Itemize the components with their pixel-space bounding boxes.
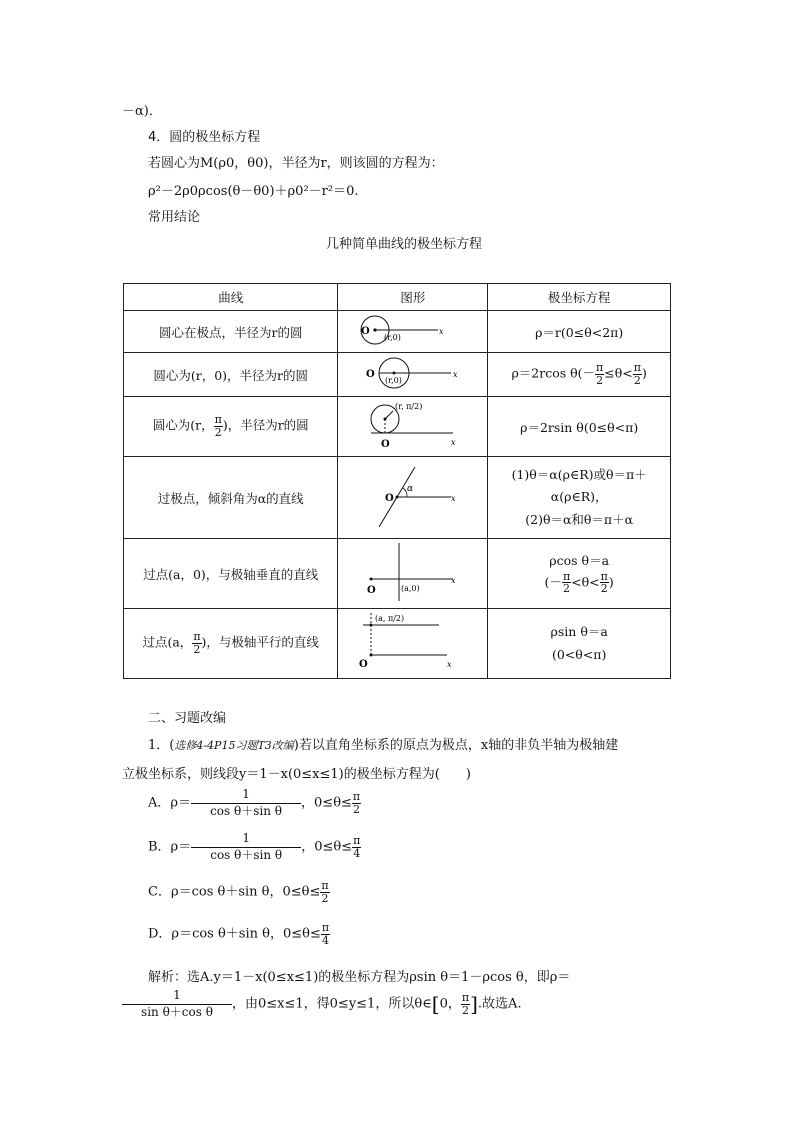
circle-above-axis-figure: [353, 397, 473, 453]
header-curve: 曲线: [124, 284, 338, 311]
option-c[interactable]: C．ρ＝cos θ＋sin θ，0≤θ≤ $\frac{\pi}{2}$: [148, 879, 329, 905]
svg-text:x: x: [450, 438, 456, 447]
svg-text:x: x: [446, 660, 452, 669]
curve-cell: 过极点，倾斜角为α的直线: [124, 457, 338, 539]
option-a[interactable]: A．ρ＝ $\frac{1}{\text{cos θ＋sin θ}}$ ，0≤θ≤ $\frac{\pi}{2}$: [148, 787, 361, 818]
table-row: [124, 609, 671, 679]
line-through-pole-figure: [353, 457, 473, 535]
svg-text:(a,0): (a,0): [400, 584, 420, 593]
analysis-line-2: $\frac{1}{\text{sin θ＋cos θ}}$ ，由0≤x≤1，得0≤y≤1，所以θ∈[0， $\frac{\pi}{2}$ ].故选A.: [122, 988, 522, 1020]
svg-text:O: O: [365, 369, 375, 380]
curves-table: [123, 283, 671, 679]
svg-text:(a, π/2): (a, π/2): [374, 614, 405, 623]
svg-text:O: O: [366, 585, 376, 596]
option-b[interactable]: B．ρ＝ $\frac{1}{\text{cos θ＋sin θ}}$ ，0≤θ≤ $\frac{\pi}{4}$: [148, 831, 361, 862]
svg-text:α: α: [406, 484, 413, 494]
curve-cell: 圆心为(r， $\frac{\pi}{2}$ )，半径为r的圆: [124, 397, 338, 457]
figure-cell: [338, 457, 488, 539]
continued-line: －α)．: [122, 104, 162, 119]
equation-cell: ρ＝r(0≤θ<2π): [488, 311, 671, 353]
svg-text:(r,0): (r,0): [384, 376, 402, 385]
figure-cell: [338, 397, 488, 457]
table-row: [124, 311, 671, 353]
common-conclusion: 常用结论: [148, 210, 201, 225]
circle-equation: ρ²－2ρ0ρcos(θ－θ0)＋ρ0²－r²＝0.: [148, 184, 359, 199]
vertical-line-figure: [353, 539, 473, 605]
svg-text:(r,0): (r,0): [383, 333, 401, 342]
svg-text:O: O: [360, 326, 370, 337]
equation-cell: ρ＝2rsin θ(0≤θ<π): [488, 397, 671, 457]
table-row: [124, 353, 671, 397]
svg-text:x: x: [452, 370, 458, 379]
equation-cell: (1)θ＝α(ρ∈R)或θ＝π＋ α(ρ∈R)， (2)θ＝α和θ＝π＋α: [488, 457, 671, 539]
equation-cell: ρsin θ＝a (0<θ<π): [488, 609, 671, 679]
svg-text:x: x: [450, 576, 456, 585]
header-figure: 图形: [338, 284, 488, 311]
option-d[interactable]: D．ρ＝cos θ＋sin θ，0≤θ≤ $\frac{\pi}{4}$: [148, 921, 330, 947]
question-line-2: 立极坐标系，则线段y＝1－x(0≤x≤1)的极坐标方程为( ): [122, 767, 471, 782]
equation-cell: ρ＝2rcos θ(－ $\frac{\pi}{2}$ ≤θ< $\frac{\pi}{2}$ ): [488, 353, 671, 397]
svg-text:x: x: [438, 327, 444, 336]
section-4-heading: 4．圆的极坐标方程: [148, 130, 261, 145]
svg-text:(r, π/2): (r, π/2): [394, 402, 423, 411]
curve-cell: 圆心为(r，0)，半径为r的圆: [124, 353, 338, 397]
table-row: [124, 397, 671, 457]
analysis-line-1: 解析：选A.y＝1－x(0≤x≤1)的极坐标方程为ρsin θ＝1－ρcos θ，即ρ＝: [148, 970, 571, 985]
svg-text:x: x: [450, 494, 456, 503]
equation-cell: ρcos θ＝a (－ $\frac{\pi}{2}$ <θ< $\frac{\pi}{2}$ ): [488, 539, 671, 609]
circle-on-axis-figure: [353, 354, 473, 392]
svg-text:O: O: [380, 439, 390, 450]
table-row: [124, 457, 671, 539]
figure-cell: [338, 353, 488, 397]
figure-cell: [338, 539, 488, 609]
horizontal-line-figure: [353, 609, 473, 675]
curve-cell: 圆心在极点，半径为r的圆: [124, 311, 338, 353]
question-line-1: 1．(选修4-4P15习题T3改编)若以直角坐标系的原点为极点，x轴的非负半轴为极轴建: [148, 738, 619, 753]
circle-at-pole-figure: [353, 312, 473, 348]
header-equation: 极坐标方程: [488, 284, 671, 311]
curve-cell: 过点(a， $\frac{\pi}{2}$ )，与极轴平行的直线: [124, 609, 338, 679]
curve-cell: 过点(a，0)，与极轴垂直的直线: [124, 539, 338, 609]
circle-description: 若圆心为M(ρ0，θ0)，半径为r，则该圆的方程为：: [148, 156, 444, 171]
figure-cell: [338, 311, 488, 353]
table-row: [124, 539, 671, 609]
svg-text:O: O: [358, 659, 368, 670]
section-2-heading: 二、习题改编: [148, 711, 227, 726]
svg-text:O: O: [384, 493, 394, 504]
figure-cell: [338, 609, 488, 679]
table-caption: 几种简单曲线的极坐标方程: [326, 237, 483, 252]
